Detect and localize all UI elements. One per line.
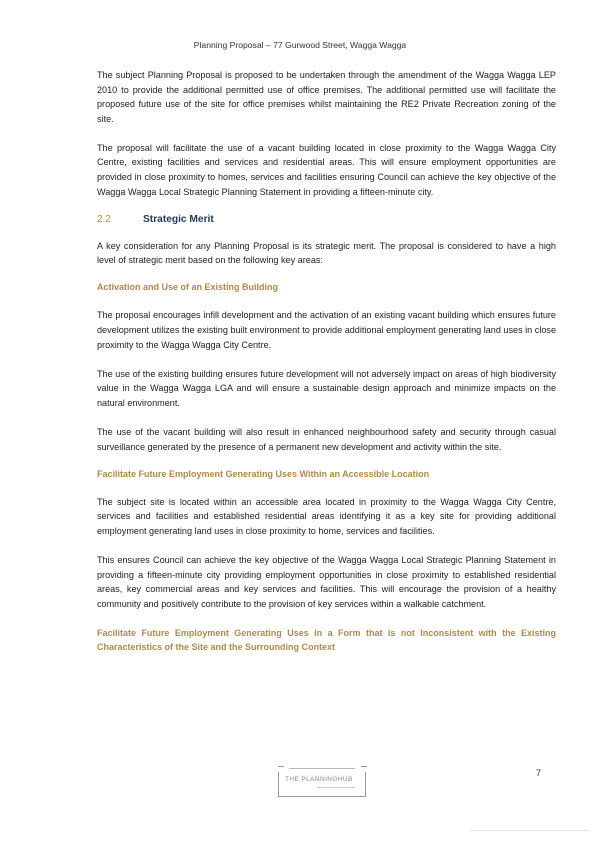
paragraph: The use of the existing building ensures future development will not adversely impact on areas of high biodiversity value in the Wagga Wagga LGA and will ensure a sustainable design approach and minimize impacts on the natural environment. bbox=[97, 368, 556, 408]
paragraph: A key consideration for any Planning Proposal is its strategic merit. The proposal is considered to have a high level of strategic merit based on the following key areas: bbox=[97, 240, 556, 266]
logo-text: THE PLANNINGHUB bbox=[285, 776, 353, 783]
paragraph: The proposal encourages infill development and the activation of an existing vacant building which ensures future development utilizes the existing built environment to provide additional employment generating land uses in close proximity to the Wagga Wagga City Centre. bbox=[97, 310, 556, 350]
section-number: 2.2 bbox=[97, 213, 111, 225]
page-content bbox=[97, 68, 556, 671]
subheading: Facilitate Future Employment Generating Uses in a Form that is not Inconsistent with the Existing Characteristics of the Site and the Surrounding Context bbox=[97, 627, 556, 653]
paragraph: The proposal will facilitate the use of a vacant building located in close proximity to the Wagga Wagga City Centre, existing facilities and services and residential areas. This will ensure employment opportunities are provided in close proximity to homes, services and facilities ensuring Council can achieve the key objective of the Wagga Wagga Local Strategic Planning Statement in providing a fifteen-minute city. bbox=[97, 142, 556, 197]
paragraph: The subject Planning Proposal is proposed to be undertaken through the amendment of the Wagga Wagga LEP 2010 to provide the additional permitted use of office premises. The additional permitted use will facilitate the proposed future use of the site for office premises whilst maintaining the RE2 Private Recreation zoning of the site. bbox=[97, 70, 556, 124]
page-number: 7 bbox=[536, 768, 542, 778]
page-header: Planning Proposal – 77 Gurwood Street, Wagga Wagga bbox=[193, 40, 407, 50]
section-heading bbox=[97, 214, 556, 225]
subheading: Activation and Use of an Existing Building bbox=[97, 282, 279, 293]
logo-rule bbox=[289, 768, 355, 769]
paragraph: The use of the vacant building will also result in enhanced neighbourhood safety and security through casual surveillance generated by the presence of a permanent new development and activity within the site. bbox=[97, 427, 556, 452]
logo-underline bbox=[317, 787, 355, 788]
planninghub-logo bbox=[275, 766, 369, 800]
subheading: Facilitate Future Employment Generating Uses Within an Accessible Location bbox=[97, 468, 430, 479]
footer-rule bbox=[470, 830, 590, 831]
section-title: Strategic Merit bbox=[143, 213, 214, 225]
paragraph: This ensures Council can achieve the key objective of the Wagga Wagga Local Strategic Planning Statement in providing a fifteen-minute city providing employment opportunities in close proximity to established residential areas, key commercial areas and key services and facilities. This will encourage the provision of a healthy community and positively contribute to the provision of key services within a walkable catchment. bbox=[97, 554, 556, 609]
paragraph: The subject site is located within an accessible area located in proximity to the Wagga Wagga City Centre, services and facilities and established residential areas identifying it as a key site for providing additional employment generating land uses in close proximity to home, services and facilities. bbox=[97, 496, 556, 536]
logo-corner bbox=[278, 766, 284, 767]
logo-corner bbox=[361, 766, 367, 767]
